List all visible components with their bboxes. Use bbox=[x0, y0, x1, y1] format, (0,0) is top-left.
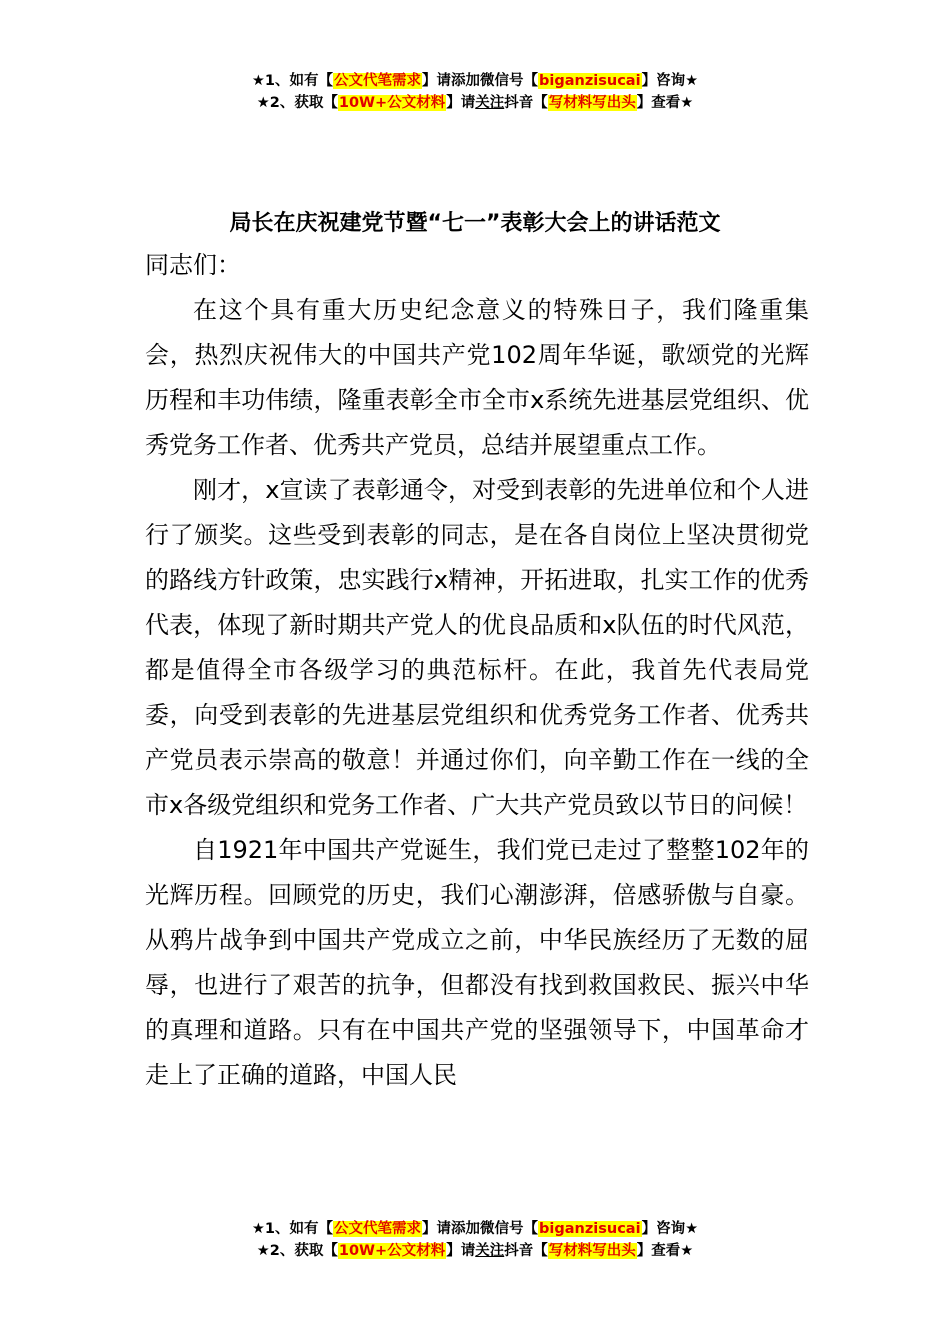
top-notice-banner bbox=[0, 70, 950, 114]
notice-line-1 bbox=[0, 70, 950, 92]
paragraph: 自1921年中国共产党诞生，我们党已走过了整整102年的光辉历程。回顾党的历史，我们心潮澎湃，倍感骄傲与自豪。从鸦片战争到中国共产党成立之前，中华民族经历了无数的屈辱，也进行了艰苦的抗争，但都没有找到救国救民、振兴中华的真理和道路。只有在中国共产党的坚强领导下，中国革命才走上了正确的道路，中国人民 bbox=[145, 836, 809, 1089]
notice-line-1 bbox=[0, 1218, 950, 1240]
salutation: 同志们： bbox=[145, 251, 241, 279]
highlight-douyin-account: 写材料写出头 bbox=[548, 1243, 636, 1259]
notice-text: 微信号【 bbox=[480, 73, 539, 89]
notice-text: ★1、如有【 bbox=[251, 73, 334, 89]
highlight-materials: 10W+公文材料 bbox=[338, 95, 446, 111]
notice-text: 】请 bbox=[446, 95, 476, 111]
notice-text: 】咨询★ bbox=[641, 1221, 699, 1237]
notice-text: 】查看★ bbox=[636, 95, 694, 111]
paragraph: 在这个具有重大历史纪念意义的特殊日子，我们隆重集会，热烈庆祝伟大的中国共产党102周年华诞，歌颂党的光辉历程和丰功伟绩，隆重表彰全市全市x系统先进基层党组织、优秀党务工作者、优秀共产党员，总结并展望重点工作。 bbox=[145, 296, 809, 459]
notice-line-2 bbox=[0, 92, 950, 114]
paragraph: 刚才，x宣读了表彰通令，对受到表彰的先进单位和个人进行了颁奖。这些受到表彰的同志，是在各自岗位上坚决贯彻党的路线方针政策，忠实践行x精神，开拓进取，扎实工作的优秀代表，体现了新时期共产党人的优良品质和x队伍的时代风范，都是值得全市各级学习的典范标杆。在此，我首先代表局党委，向受到表彰的先进基层党组织和优秀党务工作者、优秀共产党员表示崇高的敬意！并通过你们，向辛勤工作在一线的全市x各级党组织和党务工作者、广大共产党员致以节日的问候！ bbox=[145, 476, 809, 819]
notice-line-2 bbox=[0, 1240, 950, 1262]
notice-text: 抖音【 bbox=[504, 1243, 548, 1259]
notice-text: ★2、获取【 bbox=[256, 95, 338, 111]
document-title: 局长在庆祝建党节暨“七一”表彰大会上的讲话范文 bbox=[229, 210, 721, 236]
notice-text: ★1、如有【 bbox=[251, 1221, 334, 1237]
notice-text: 】咨询★ bbox=[641, 73, 699, 89]
notice-text: ★2、获取【 bbox=[256, 1243, 338, 1259]
bottom-notice-banner bbox=[0, 1218, 950, 1262]
highlight-materials: 10W+公文材料 bbox=[338, 1243, 446, 1259]
highlight-service: 公文代笔需求 bbox=[334, 1221, 422, 1237]
highlight-wechat-id: biganzisucai bbox=[539, 73, 641, 89]
document-body bbox=[145, 243, 809, 1098]
notice-text: 】请添 bbox=[422, 73, 466, 89]
notice-text: 抖音【 bbox=[504, 95, 548, 111]
notice-text: 】请 bbox=[446, 1243, 476, 1259]
notice-text: 】查看★ bbox=[636, 1243, 694, 1259]
highlight-service: 公文代笔需求 bbox=[334, 73, 422, 89]
notice-text: 】请添 bbox=[422, 1221, 466, 1237]
notice-text: 关注 bbox=[475, 1243, 505, 1259]
highlight-douyin-account: 写材料写出头 bbox=[548, 95, 636, 111]
notice-text: 关注 bbox=[475, 95, 505, 111]
notice-text: 加 bbox=[465, 1221, 481, 1237]
highlight-wechat-id: biganzisucai bbox=[539, 1221, 641, 1237]
notice-text: 加 bbox=[465, 73, 481, 89]
notice-text: 微信号【 bbox=[480, 1221, 539, 1237]
